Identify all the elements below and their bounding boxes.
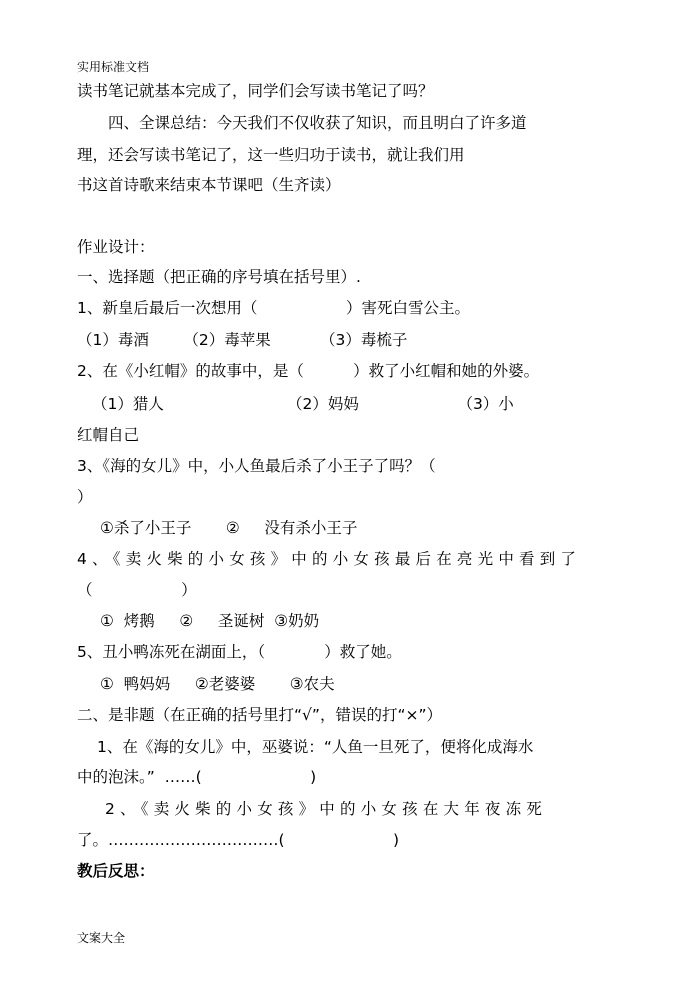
q4-options: ① 烤鹅 ② 圣诞树 ③奶奶 (100, 612, 320, 630)
page-footer: 文案大全 (77, 931, 126, 945)
page-header: 实用标准文档 (77, 60, 150, 74)
tf2-text-line-1: 2、《卖火柴的小女孩》中的小女孩在大年夜冻死 (105, 800, 548, 818)
intro-line-1: 读书笔记就基本完成了，同学们会写读书笔记了吗？ (77, 82, 434, 100)
tf1-text-line-1: 1、在《海的女儿》中，巫婆说：“人鱼一旦死了，便将化成海水 (97, 738, 534, 756)
q3-text-line-1: 3、《海的女儿》中，小人鱼最后杀了小王子了吗？（ (77, 457, 436, 475)
q2-options-line-1: （1）猎人 （2）妈妈 （3）小 (92, 395, 514, 413)
q3-text-line-2: ） (77, 488, 93, 506)
q4-text-line-2: （ ） (77, 581, 197, 599)
intro-line-3: 理，还会写读书笔记了，这一些归功于读书，就让我们用 (77, 146, 465, 164)
tf2-text-line-2: 了。……………………………( ) (77, 831, 399, 849)
homework-title: 作业设计： (77, 238, 155, 256)
q1-text: 1、新皇后最后一次想用（ ）害死白雪公主。 (77, 299, 471, 317)
q5-text: 5、丑小鸭冻死在湖面上，（ ）救了她。 (77, 643, 402, 661)
intro-line-4: 书这首诗歌来结束本节课吧（生齐读） (77, 176, 341, 194)
section1-heading: 一、选择题（把正确的序号填在括号里）. (77, 268, 361, 286)
section2-heading: 二、是非题（在正确的括号里打“√”，错误的打“×”） (77, 706, 442, 724)
q2-options-line-2: 红帽自己 (77, 426, 140, 444)
q1-options: （1）毒酒 （2）毒苹果 （3）毒梳子 (77, 331, 408, 349)
q3-options: ①杀了小王子 ② 没有杀小王子 (100, 519, 358, 537)
reflection-label: 教后反思： (77, 862, 155, 880)
q5-options: ① 鸭妈妈 ②老婆婆 ③农夫 (100, 675, 335, 693)
tf1-text-line-2: 中的泡沫。” ……( ) (77, 768, 317, 786)
intro-line-2: 四、全课总结：今天我们不仅收获了知识，而且明白了许多道 (108, 114, 527, 132)
q2-text: 2、在《小红帽》的故事中，是（ ）救了小红帽和她的外婆。 (77, 362, 540, 380)
q4-text-line-1: 4、《卖火柴的小女孩》中的小女孩最后在亮光中看到了 (77, 550, 582, 568)
